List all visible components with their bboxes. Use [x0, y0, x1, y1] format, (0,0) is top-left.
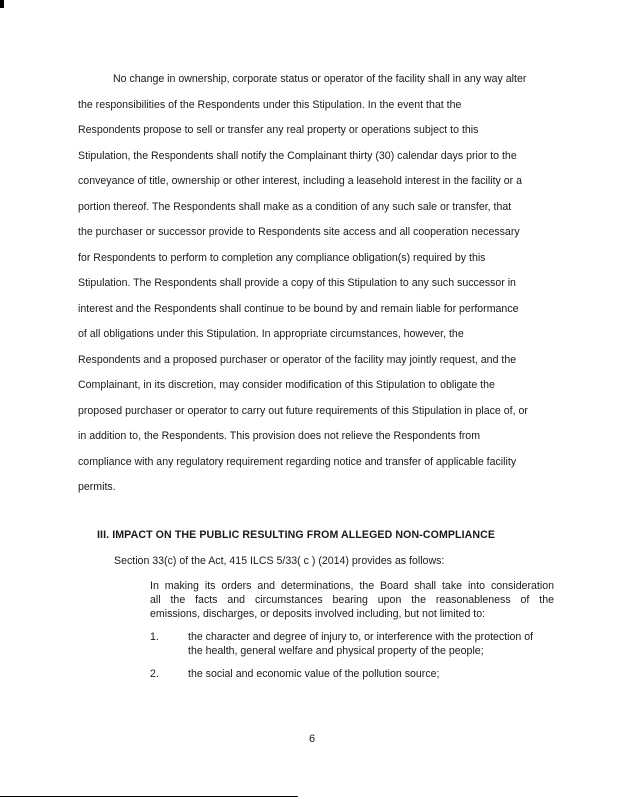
paragraph-line: for Respondents to perform to completion any compliance obligation(s) required by this — [78, 251, 486, 264]
paragraph-line: No change in ownership, corporate status or operator of the facility shall in any way alter — [113, 73, 527, 85]
paragraph-line: Stipulation. The Respondents shall provide a copy of this Stipulation to any such successor in — [78, 277, 516, 289]
paragraph-line: Respondents and a proposed purchaser or operator of the facility may jointly request, and the — [78, 353, 517, 366]
paragraph-line: proposed purchaser or operator to carry out future requirements of this Stipulation in place of, or — [78, 404, 528, 417]
item-number: 1. — [150, 631, 159, 643]
quote-line: all the facts and circumstances bearing upon the reasonableness of the — [150, 594, 554, 606]
paragraph-line: permits. — [78, 481, 116, 493]
paragraph-line: Complainant, in its discretion, may consider modification of this Stipulation to obligate the — [78, 379, 495, 391]
paragraph-line: interest and the Respondents shall continue to be bound by and remain liable for performance — [78, 302, 519, 315]
item-text — [188, 630, 554, 658]
page-number: 6 — [309, 733, 316, 745]
quote-line: In making its orders and determinations, the Board shall take into consideration — [150, 580, 554, 592]
paragraph-line: the responsibilities of the Respondents under this Stipulation. In the event that the — [78, 98, 462, 111]
paragraph-line: conveyance of title, ownership or other interest, including a leasehold interest in the facility or a — [78, 175, 523, 187]
item-number: 2. — [150, 668, 159, 680]
section-intro: Section 33(c) of the Act, 415 ILCS 5/33( c ) (2014) provides as follows: — [114, 555, 445, 567]
paragraph-line: Respondents propose to sell or transfer any real property or operations subject to this — [78, 124, 479, 136]
paragraph-line: compliance with any regulatory requirement regarding notice and transfer of applicable facility — [78, 455, 517, 468]
footer-rule — [0, 796, 298, 797]
item-text — [188, 667, 554, 681]
item-line: the social and economic value of the pollution source; — [188, 668, 440, 680]
paragraph-line: portion thereof. The Respondents shall make as a condition of any such sale or transfer, that — [78, 200, 512, 213]
statute-quote — [150, 579, 554, 621]
section-heading: III. IMPACT ON THE PUBLIC RESULTING FROM ALLEGED NON-COMPLIANCE — [97, 529, 496, 541]
quote-line: emissions, discharges, or deposits involved including, but not limited to: — [150, 608, 486, 620]
paragraph-line: in addition to, the Respondents. This provision does not relieve the Respondents from — [78, 430, 481, 442]
paragraph-line: Stipulation, the Respondents shall notify the Complainant thirty (30) calendar days prior to the — [78, 149, 517, 162]
item-line: the health, general welfare and physical property of the people; — [188, 645, 484, 657]
body-paragraph — [78, 67, 544, 501]
scan-edge-mark — [0, 0, 4, 8]
paragraph-line: of all obligations under this Stipulation. In appropriate circumstances, however, the — [78, 328, 464, 340]
item-line: the character and degree of injury to, or interference with the protection of — [188, 631, 534, 643]
paragraph-line: the purchaser or successor provide to Respondents site access and all cooperation necessary — [78, 226, 520, 238]
